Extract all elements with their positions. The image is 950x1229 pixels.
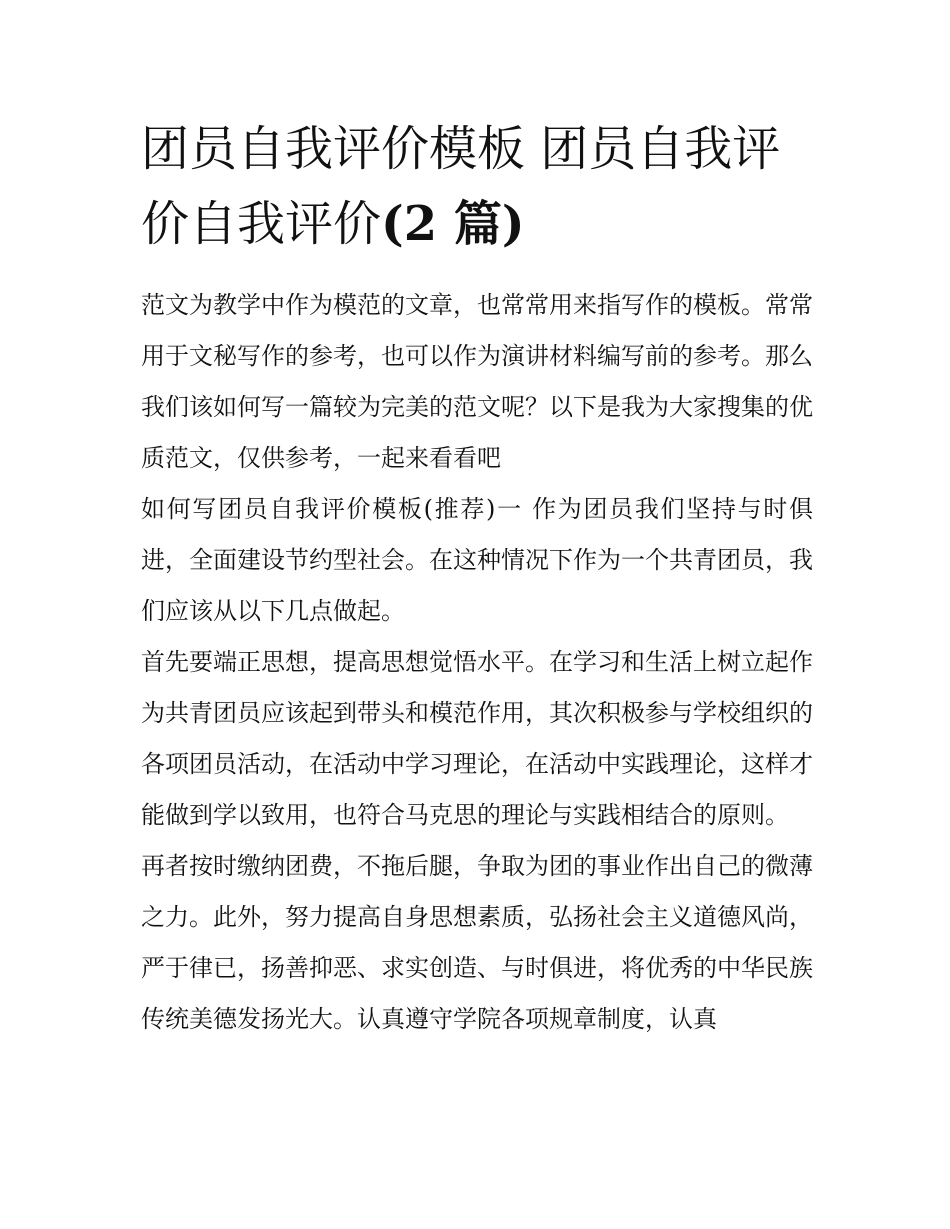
paragraph-2: 首先要端正思想，提高思想觉悟水平。在学习和生活上树立起作为共青团员应该起到带头和模范作用，其次积极参与学校组织的各项团员活动，在活动中学习理论，在活动中实践理论，这样才能做到学以致用，也符合马克思的理论与实践相结合的原则。 bbox=[141, 648, 813, 829]
paragraph-3: 再者按时缴纳团费，不拖后腿，争取为团的事业作出自己的微薄之力。此外，努力提高自身思想素质，弘扬社会主义道德风尚，严于律已，扬善抑恶、求实创造、与时俱进，将优秀的中华民族传统美德发扬光大。认真遵守学院各项规章制度，认真 bbox=[141, 852, 813, 1033]
document-title-count: (2 篇) bbox=[381, 196, 525, 252]
document-title bbox=[141, 112, 813, 262]
document-page bbox=[141, 112, 813, 1045]
document-title-main: 团员自我评价模板 团员自我评价自我评价 bbox=[141, 121, 781, 252]
paragraph-intro: 范文为教学中作为模范的文章，也常常用来指写作的模板。常常用于文秘写作的参考，也可以作为演讲材料编写前的参考。那么我们该如何写一篇较为完美的范文呢？以下是我为大家搜集的优质范文，仅供参考，一起来看看吧 bbox=[141, 291, 813, 472]
paragraph-1: 如何写团员自我评价模板(推荐)一 作为团员我们坚持与时俱进，全面建设节约型社会。在这种情况下作为一个共青团员，我们应该从以下几点做起。 bbox=[141, 495, 813, 625]
